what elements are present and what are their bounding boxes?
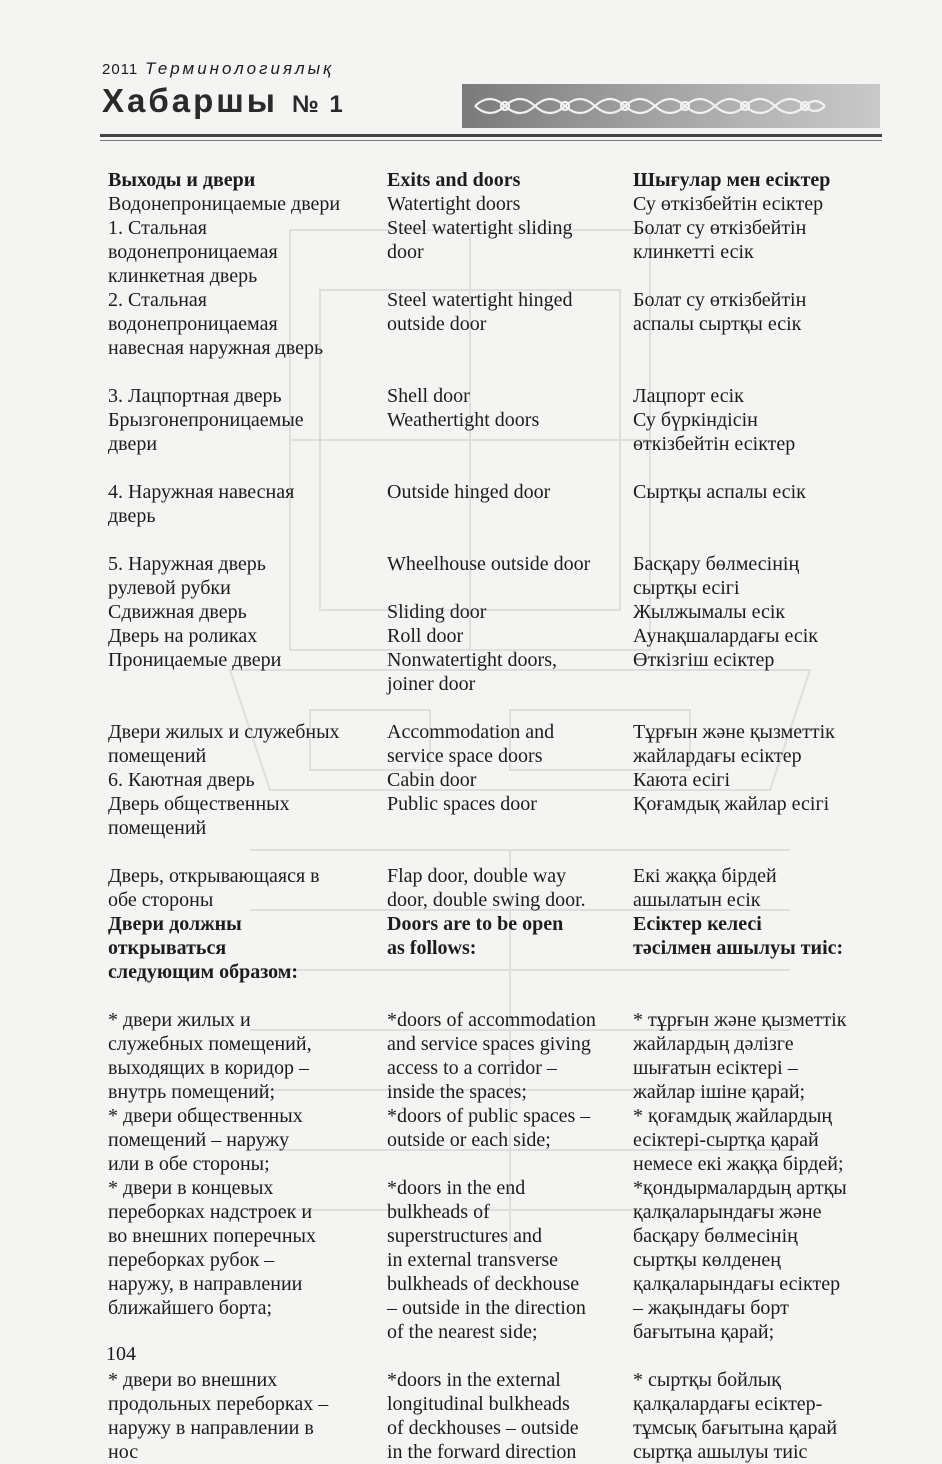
term-russian: Дверь общественных помещений: [108, 793, 290, 839]
term-row: [108, 624, 888, 648]
term-row: [108, 768, 888, 792]
term-row: [108, 1008, 888, 1104]
term-russian: * двери общественных помещений – наружу или в обе стороны;: [108, 1105, 303, 1175]
term-english: Watertight doors: [387, 193, 521, 215]
term-english: Steel watertight hinged outside door: [387, 289, 573, 335]
term-row: [108, 288, 888, 360]
term-russian: * двери в концевых переборках надстроек и во внешних поперечных переборках рубок – наружу, в направлении ближайшего борта;: [108, 1177, 316, 1319]
term-kazakh: Лацпорт есік: [633, 385, 744, 407]
header-year: 2011: [102, 61, 139, 78]
term-row: [108, 192, 888, 216]
term-russian: 6. Каютная дверь: [108, 769, 255, 791]
term-russian: Дверь на роликах: [108, 625, 258, 647]
kazakh-ornament-icon: [470, 88, 830, 124]
term-english: Outside hinged door: [387, 481, 551, 503]
term-kazakh: Жылжымалы есік: [633, 601, 786, 623]
term-kazakh: Тұрғын және қызметтік жайлардағы есіктер: [633, 721, 835, 767]
term-russian: 4. Наружная навесная дверь: [108, 481, 295, 527]
term-russian: Двери жилых и служебных помещений: [108, 721, 340, 767]
term-row: [108, 384, 888, 408]
term-english: Sliding door: [387, 601, 487, 623]
terminology-table: [108, 168, 888, 1464]
term-kazakh: * қоғамдық жайлардың есіктері-сыртқа қарай немесе екі жаққа бірдей;: [633, 1105, 844, 1175]
term-kazakh: Су өткізбейтін есіктер: [633, 193, 824, 215]
term-english: Shell door: [387, 385, 470, 407]
term-kazakh: Өткізгіш есіктер: [633, 649, 775, 671]
term-row: [108, 648, 888, 696]
term-english: Nonwatertight doors, joiner door: [387, 649, 557, 695]
term-kazakh: Қоғамдық жайлар есігі: [633, 793, 830, 815]
term-row: [108, 792, 888, 840]
term-russian: * двери жилых и служебных помещений, выходящих в коридор – внутрь помещений;: [108, 1009, 312, 1103]
term-russian: Двери должны открываться следующим образом:: [108, 913, 299, 983]
term-kazakh: Болат су өткізбейтін клинкетті есік: [633, 217, 807, 263]
term-english: Wheelhouse outside door: [387, 553, 591, 575]
term-kazakh: Сыртқы аспалы есік: [633, 481, 806, 503]
term-kazakh: * тұрғын және қызметтік жайлардың дәлізге шығатын есіктері – жайлар ішіне қарай;: [633, 1009, 847, 1103]
header-rule: [100, 134, 882, 137]
term-russian: * двери во внешних продольных переборках – наружу в направлении в нос: [108, 1369, 329, 1463]
term-english: Cabin door: [387, 769, 477, 791]
term-row: [108, 600, 888, 624]
header-rule-thin: [100, 140, 882, 141]
term-english: Doors are to be open as follows:: [387, 913, 564, 959]
page-header: [0, 0, 942, 160]
term-russian: Проницаемые двери: [108, 649, 282, 671]
term-english: Weathertight doors: [387, 409, 540, 431]
term-english: Steel watertight sliding door: [387, 217, 573, 263]
term-russian: Дверь, открывающаяся в обе стороны: [108, 865, 320, 911]
term-english: Exits and doors: [387, 169, 521, 191]
term-english: Flap door, double way door, double swing door.: [387, 865, 586, 911]
term-kazakh: *қондырмалардың артқы қалқаларындағы және басқару бөлмесінің сыртқы көлденең қалқаларындағы есіктер – жақындағы борт бағытына қарай;: [633, 1177, 847, 1343]
header-issue-number: № 1: [292, 91, 345, 118]
page-number: 104: [106, 1343, 136, 1365]
term-kazakh: Екі жаққа бірдей ашылатын есік: [633, 865, 777, 911]
term-english: *doors in the end bulkheads of superstructures and in external transverse bulkheads of deckhouse – outside in the direction of the nearest side;: [387, 1177, 586, 1343]
term-english: Public spaces door: [387, 793, 537, 815]
term-kazakh: Болат су өткізбейтін аспалы сыртқы есік: [633, 289, 807, 335]
term-russian: Брызгонепроницаемые двери: [108, 409, 304, 455]
term-row: [108, 912, 888, 984]
term-english: *doors of accommodation and service spaces giving access to a corridor – inside the spaces;: [387, 1009, 596, 1103]
term-english: *doors in the external longitudinal bulkheads of deckhouses – outside in the forward direction: [387, 1369, 579, 1463]
term-row: [108, 168, 888, 192]
term-kazakh: Басқару бөлмесінің сыртқы есігі: [633, 553, 800, 599]
term-russian: Водонепроницаемые двери: [108, 193, 341, 215]
term-russian: Сдвижная дверь: [108, 601, 247, 623]
term-english: Accommodation and service space doors: [387, 721, 555, 767]
header-series: Терминологиялық: [145, 59, 335, 78]
term-row: [108, 408, 888, 456]
term-row: [108, 1176, 888, 1344]
term-row: [108, 720, 888, 768]
term-kazakh: Каюта есігі: [633, 769, 731, 791]
term-kazakh: Су бүркіндісін өткізбейтін есіктер: [633, 409, 796, 455]
term-kazakh: Шығулар мен есіктер: [633, 169, 831, 191]
term-row: [108, 864, 888, 912]
term-russian: 3. Лацпортная дверь: [108, 385, 282, 407]
term-russian: Выходы и двери: [108, 169, 256, 191]
term-english: *doors of public spaces – outside or each side;: [387, 1105, 591, 1151]
header-title: Хабаршы: [102, 82, 278, 119]
term-kazakh: Есіктер келесі тәсілмен ашылуы тиіс:: [633, 913, 844, 959]
term-row: [108, 552, 888, 600]
term-russian: 1. Стальная водонепроницаемая клинкетная дверь: [108, 217, 278, 287]
term-row: [108, 1368, 888, 1464]
term-row: [108, 480, 888, 528]
term-english: Roll door: [387, 625, 464, 647]
term-russian: 5. Наружная дверь рулевой рубки: [108, 553, 266, 599]
term-row: [108, 1104, 888, 1176]
term-kazakh: * сыртқы бойлық қалқалардағы есіктер- тұмсық бағытына қарай сыртқа ашылуы тиіс: [633, 1369, 838, 1463]
term-row: [108, 216, 888, 288]
term-kazakh: Аунақшалардағы есік: [633, 625, 819, 647]
term-russian: 2. Стальная водонепроницаемая навесная наружная дверь: [108, 289, 324, 359]
